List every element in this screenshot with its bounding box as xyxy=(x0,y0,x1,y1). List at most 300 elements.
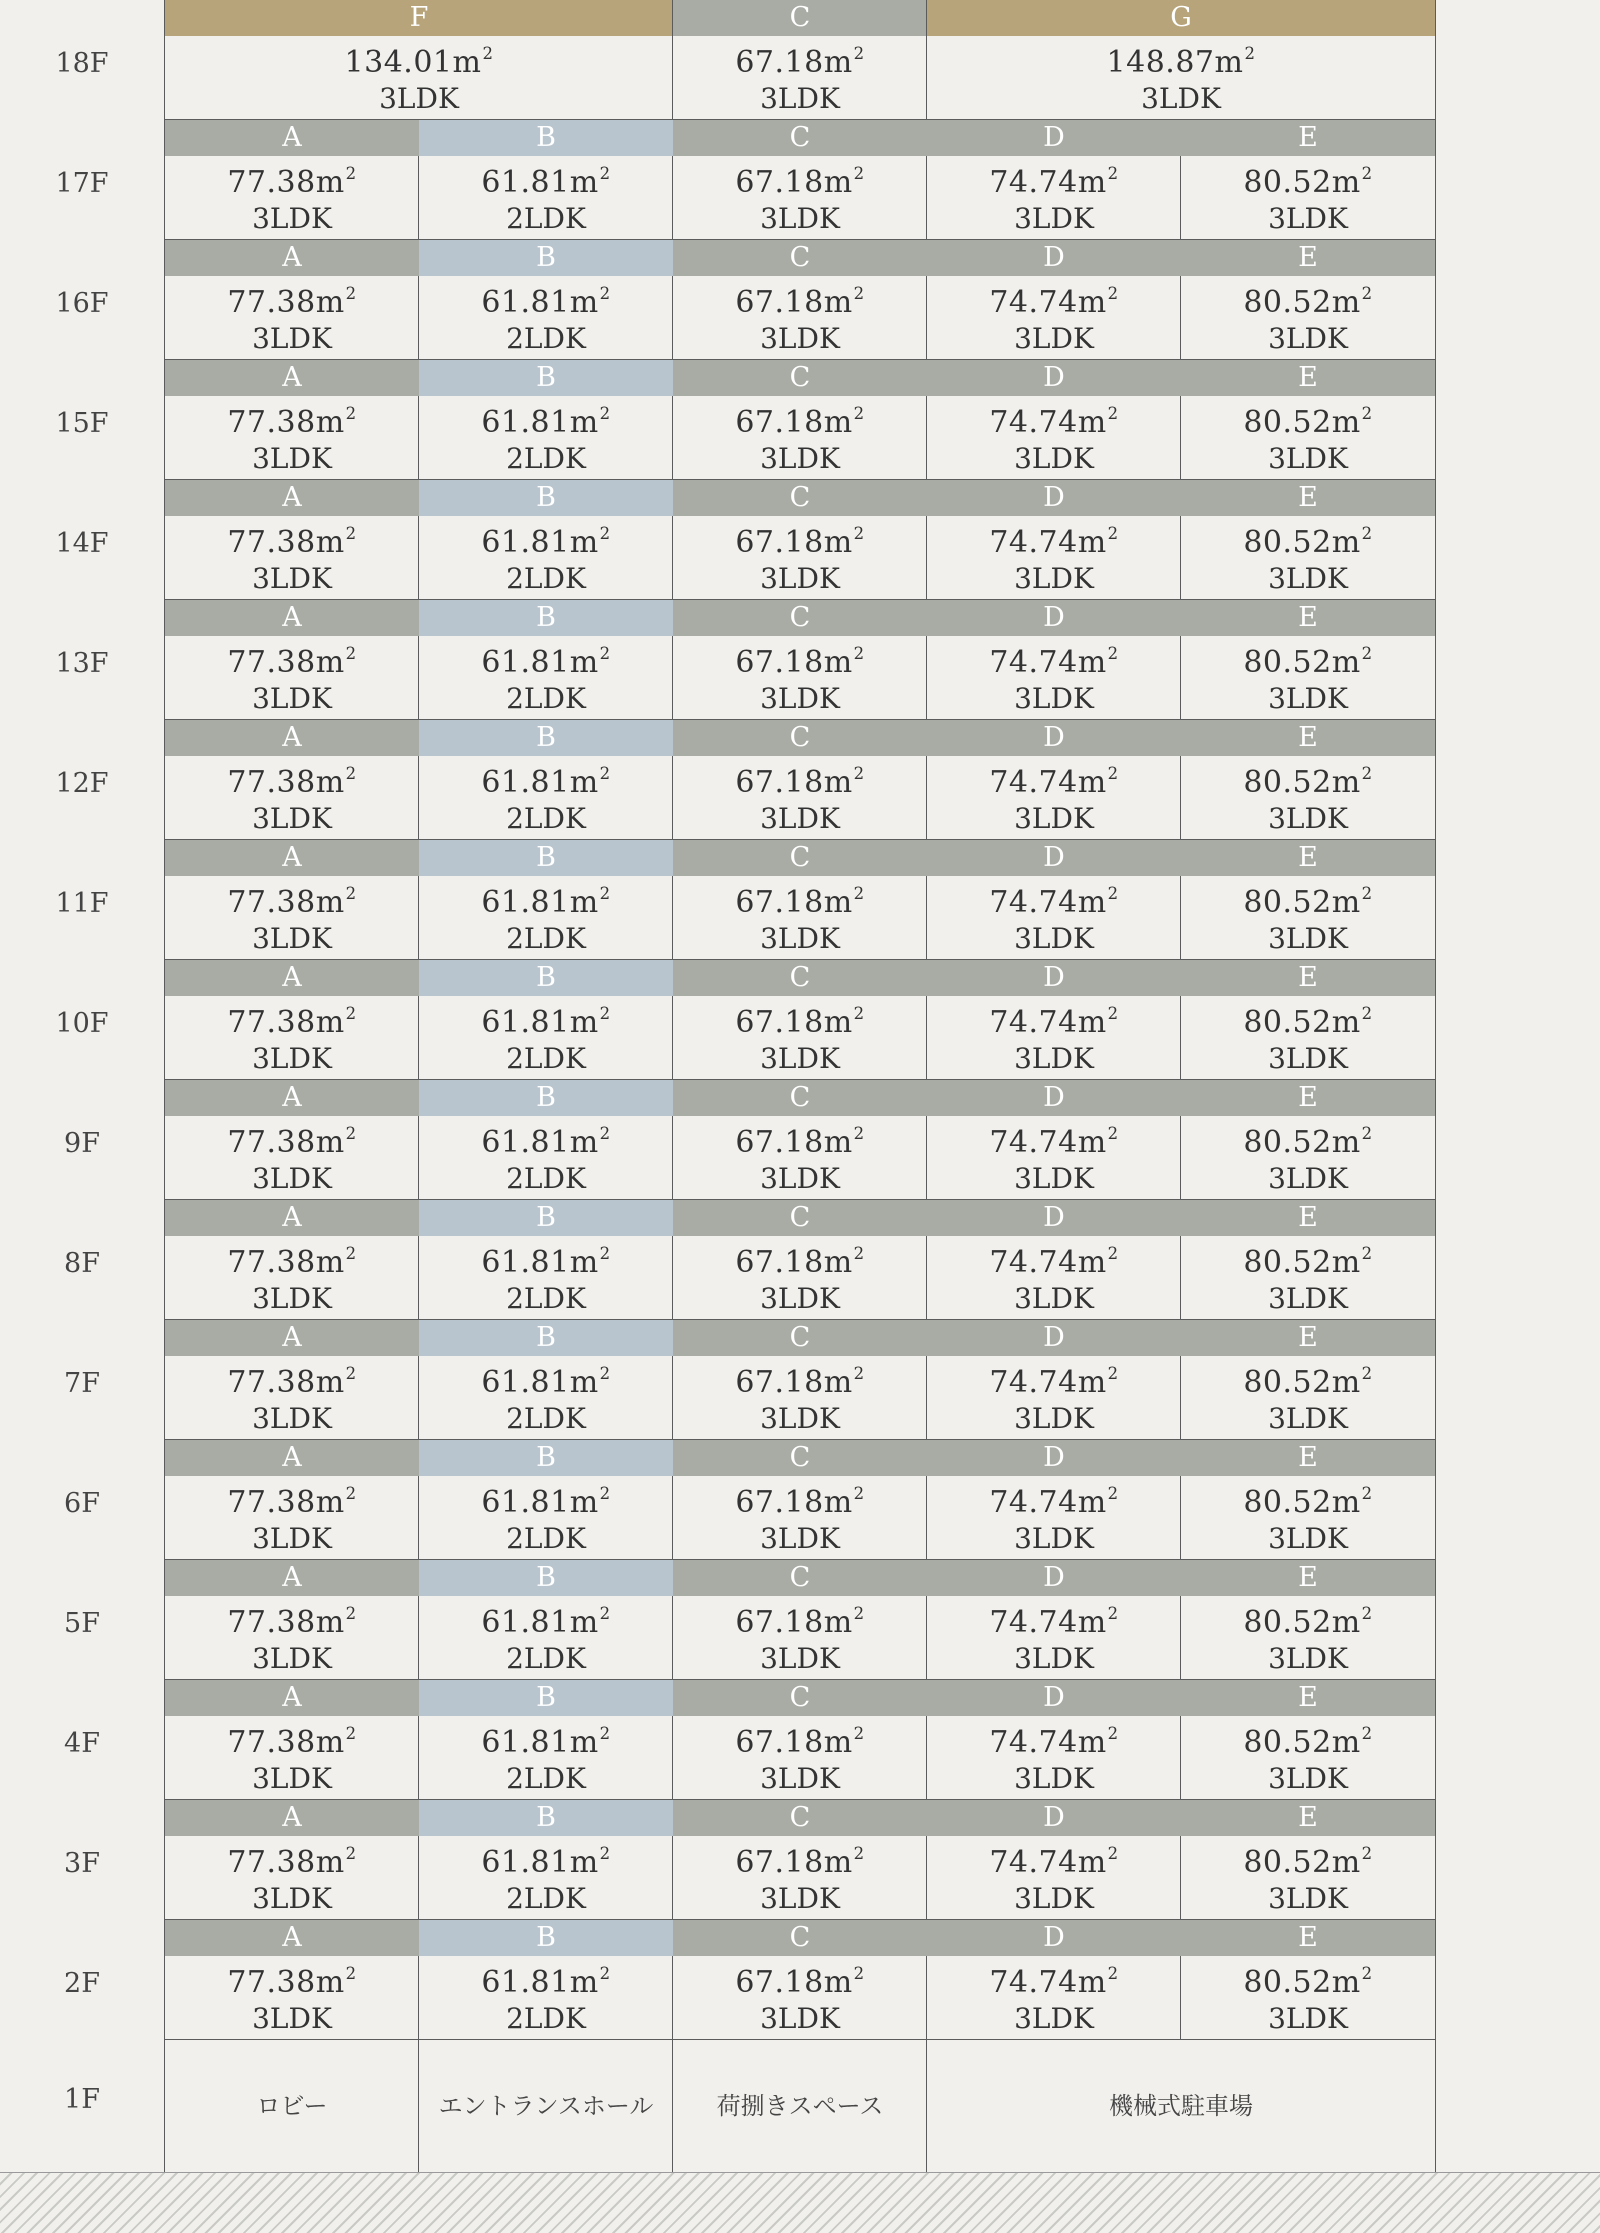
area-unit-superscript: 2 xyxy=(345,1364,357,1383)
column-divider xyxy=(1180,756,1181,840)
unit-cell-f12-c[interactable] xyxy=(673,1596,927,1680)
unit-cell-f15-e[interactable] xyxy=(1181,1956,1435,2040)
unit-area: $80.52m^2$ xyxy=(1243,1964,1373,2001)
ground-space: 荷捌きスペース xyxy=(716,2092,884,2120)
unit-header-b: B xyxy=(419,720,673,756)
unit-area: $67.18m^2$ xyxy=(735,1484,865,1521)
unit-type: 3LDK xyxy=(1268,562,1348,595)
unit-area: $67.18m^2$ xyxy=(735,1844,865,1881)
unit-type: 2LDK xyxy=(506,682,586,715)
unit-cell-f12-a[interactable] xyxy=(165,1596,419,1680)
area-unit-superscript: 2 xyxy=(599,1364,611,1383)
column-divider xyxy=(926,636,927,720)
unit-type: 2LDK xyxy=(506,1042,586,1075)
unit-cell-f14-e[interactable] xyxy=(1181,1836,1435,1920)
area-unit-superscript: 2 xyxy=(1361,404,1373,423)
unit-type: 2LDK xyxy=(506,1402,586,1435)
unit-cell-f0-d[interactable] xyxy=(927,156,1181,240)
unit-type: 3LDK xyxy=(760,922,840,955)
unit-type: 3LDK xyxy=(1014,682,1094,715)
unit-cell-f7-c[interactable] xyxy=(673,996,927,1080)
area-unit-superscript: 2 xyxy=(599,884,611,903)
unit-type: 3LDK xyxy=(760,1042,840,1075)
unit-header-c: C xyxy=(673,1320,927,1356)
area-unit-superscript: 2 xyxy=(1361,1124,1373,1143)
unit-area: $74.74m^2$ xyxy=(989,284,1119,321)
unit-header-a: A xyxy=(165,360,419,396)
column-divider xyxy=(926,0,927,120)
unit-area: $74.74m^2$ xyxy=(989,1724,1119,1761)
unit-cell-f9-a[interactable] xyxy=(165,1236,419,1320)
column-divider xyxy=(926,276,927,360)
area-unit-superscript: 2 xyxy=(599,1004,611,1023)
unit-header-e: E xyxy=(1181,720,1435,756)
unit-area: $77.38m^2$ xyxy=(227,1604,357,1641)
unit-cell-f10-c[interactable] xyxy=(673,1356,927,1440)
area-unit-superscript: 2 xyxy=(853,1004,865,1023)
area-unit-superscript: 2 xyxy=(1361,164,1373,183)
unit-cell-f15-a[interactable] xyxy=(165,1956,419,2040)
unit-header-b: B xyxy=(419,240,673,276)
area-unit-superscript: 2 xyxy=(1361,1004,1373,1023)
area-unit-superscript: 2 xyxy=(1361,884,1373,903)
unit-cell-f6-c[interactable] xyxy=(673,876,927,960)
unit-area: $67.18m^2$ xyxy=(735,1964,865,2001)
unit-cell-f15-b[interactable] xyxy=(419,1956,673,2040)
unit-area: $67.18m^2$ xyxy=(735,764,865,801)
unit-area: $74.74m^2$ xyxy=(989,164,1119,201)
unit-cell-f13-b[interactable] xyxy=(419,1716,673,1800)
unit-cell-f13-c[interactable] xyxy=(673,1716,927,1800)
unit-cell-f8-d[interactable] xyxy=(927,1116,1181,1200)
column-divider xyxy=(418,1356,419,1440)
unit-cell-f7-d[interactable] xyxy=(927,996,1181,1080)
floor-label-4f: 4F xyxy=(64,1728,100,1759)
unit-type: 3LDK xyxy=(1014,1642,1094,1675)
column-divider xyxy=(418,1836,419,1920)
unit-header-e: E xyxy=(1181,600,1435,636)
column-divider xyxy=(1180,1116,1181,1200)
unit-cell-f14-c[interactable] xyxy=(673,1836,927,1920)
unit-type: 3LDK xyxy=(379,82,459,115)
unit-type: 3LDK xyxy=(252,1402,332,1435)
unit-cell-f6-b[interactable] xyxy=(419,876,673,960)
area-unit-superscript: 2 xyxy=(1107,524,1119,543)
unit-cell-f3-d[interactable] xyxy=(927,516,1181,600)
unit-header-d: D xyxy=(927,840,1181,876)
unit-area: $67.18m^2$ xyxy=(735,404,865,441)
column-divider xyxy=(1180,1716,1181,1800)
area-unit-superscript: 2 xyxy=(1107,1364,1119,1383)
area-unit-superscript: 2 xyxy=(1244,44,1256,63)
unit-type: 3LDK xyxy=(1014,1882,1094,1915)
unit-type: 3LDK xyxy=(1014,562,1094,595)
unit-cell-f9-c[interactable] xyxy=(673,1236,927,1320)
unit-cell-f5-a[interactable] xyxy=(165,756,419,840)
unit-cell-f5-e[interactable] xyxy=(1181,756,1435,840)
unit-type: 3LDK xyxy=(252,442,332,475)
area-unit-superscript: 2 xyxy=(599,404,611,423)
column-divider xyxy=(1180,156,1181,240)
unit-cell-f3-c[interactable] xyxy=(673,516,927,600)
unit-cell-f4-d[interactable] xyxy=(927,636,1181,720)
unit-area: $67.18m^2$ xyxy=(735,1604,865,1641)
unit-header-e: E xyxy=(1181,1680,1435,1716)
unit-area: $67.18m^2$ xyxy=(735,524,865,561)
floor-label-2f: 2F xyxy=(64,1968,100,1999)
unit-cell-f0-e[interactable] xyxy=(1181,156,1435,240)
unit-cell-f8-a[interactable] xyxy=(165,1116,419,1200)
unit-area: $74.74m^2$ xyxy=(989,1364,1119,1401)
unit-cell-f10-b[interactable] xyxy=(419,1356,673,1440)
column-divider xyxy=(672,1596,673,1680)
unit-cell-f0-a[interactable] xyxy=(165,156,419,240)
column-divider xyxy=(926,1956,927,2040)
area-unit-superscript: 2 xyxy=(345,1484,357,1503)
column-divider xyxy=(926,1356,927,1440)
unit-header-d: D xyxy=(927,1800,1181,1836)
unit-cell-f13-d[interactable] xyxy=(927,1716,1181,1800)
unit-area: $77.38m^2$ xyxy=(227,1364,357,1401)
unit-cell-f9-e[interactable] xyxy=(1181,1236,1435,1320)
area-unit-superscript: 2 xyxy=(853,1364,865,1383)
unit-header-c: C xyxy=(673,0,927,36)
unit-area: $77.38m^2$ xyxy=(227,524,357,561)
area-unit-superscript: 2 xyxy=(1361,1724,1373,1743)
column-divider xyxy=(926,996,927,1080)
unit-header-a: A xyxy=(165,120,419,156)
area-unit-superscript: 2 xyxy=(482,44,494,63)
unit-cell-f6-e[interactable] xyxy=(1181,876,1435,960)
unit-area: $67.18m^2$ xyxy=(735,644,865,681)
unit-type: 3LDK xyxy=(252,1282,332,1315)
area-unit-superscript: 2 xyxy=(345,1724,357,1743)
floor-label-9f: 9F xyxy=(64,1128,100,1159)
area-unit-superscript: 2 xyxy=(1361,764,1373,783)
unit-area: $67.18m^2$ xyxy=(735,1244,865,1281)
column-divider xyxy=(418,636,419,720)
unit-header-b: B xyxy=(419,1080,673,1116)
unit-type: 3LDK xyxy=(252,922,332,955)
unit-cell-top-g[interactable] xyxy=(927,36,1435,120)
floor-label-6f: 6F xyxy=(64,1488,100,1519)
unit-area: $77.38m^2$ xyxy=(227,1244,357,1281)
area-unit-superscript: 2 xyxy=(345,1244,357,1263)
unit-area: $80.52m^2$ xyxy=(1243,1724,1373,1761)
unit-type: 3LDK xyxy=(252,1762,332,1795)
unit-area: $74.74m^2$ xyxy=(989,1244,1119,1281)
unit-cell-f4-b[interactable] xyxy=(419,636,673,720)
unit-area: $80.52m^2$ xyxy=(1243,1124,1373,1161)
unit-cell-f3-a[interactable] xyxy=(165,516,419,600)
unit-area: $80.52m^2$ xyxy=(1243,884,1373,921)
column-divider xyxy=(672,1356,673,1440)
unit-cell-f9-b[interactable] xyxy=(419,1236,673,1320)
unit-header-d: D xyxy=(927,360,1181,396)
unit-type: 3LDK xyxy=(1268,202,1348,235)
unit-header-e: E xyxy=(1181,480,1435,516)
unit-area: $61.81m^2$ xyxy=(481,1364,611,1401)
unit-type: 3LDK xyxy=(252,802,332,835)
unit-cell-f12-b[interactable] xyxy=(419,1596,673,1680)
area-unit-superscript: 2 xyxy=(345,644,357,663)
unit-type: 3LDK xyxy=(252,1042,332,1075)
unit-area: $80.52m^2$ xyxy=(1243,164,1373,201)
unit-cell-top-f[interactable] xyxy=(165,36,673,120)
area-unit-superscript: 2 xyxy=(345,1004,357,1023)
unit-header-c: C xyxy=(673,720,927,756)
unit-header-d: D xyxy=(927,1320,1181,1356)
unit-cell-f6-a[interactable] xyxy=(165,876,419,960)
unit-type: 3LDK xyxy=(1268,1882,1348,1915)
unit-cell-f1-a[interactable] xyxy=(165,276,419,360)
unit-cell-f14-b[interactable] xyxy=(419,1836,673,1920)
unit-type: 2LDK xyxy=(506,202,586,235)
unit-header-e: E xyxy=(1181,360,1435,396)
unit-area: $77.38m^2$ xyxy=(227,644,357,681)
unit-cell-f1-c[interactable] xyxy=(673,276,927,360)
ground-space: エントランスホール xyxy=(438,2092,654,2120)
unit-area: $74.74m^2$ xyxy=(989,884,1119,921)
unit-type: 3LDK xyxy=(760,1882,840,1915)
unit-cell-f2-c[interactable] xyxy=(673,396,927,480)
column-divider xyxy=(672,1236,673,1320)
unit-type: 3LDK xyxy=(252,1882,332,1915)
column-divider xyxy=(672,876,673,960)
unit-cell-f2-d[interactable] xyxy=(927,396,1181,480)
area-unit-superscript: 2 xyxy=(345,1124,357,1143)
area-unit-superscript: 2 xyxy=(1107,164,1119,183)
unit-header-b: B xyxy=(419,480,673,516)
column-divider xyxy=(1180,1356,1181,1440)
unit-cell-f0-b[interactable] xyxy=(419,156,673,240)
unit-area: $134.01m^2$ xyxy=(344,44,494,81)
unit-cell-f15-c[interactable] xyxy=(673,1956,927,2040)
unit-header-a: A xyxy=(165,480,419,516)
unit-header-c: C xyxy=(673,1440,927,1476)
unit-area: $80.52m^2$ xyxy=(1243,1244,1373,1281)
unit-cell-f0-c[interactable] xyxy=(673,156,927,240)
column-divider xyxy=(672,156,673,240)
unit-type: 3LDK xyxy=(1268,322,1348,355)
unit-area: $67.18m^2$ xyxy=(735,1364,865,1401)
unit-area: $77.38m^2$ xyxy=(227,764,357,801)
column-divider xyxy=(672,516,673,600)
ground-hatch xyxy=(0,2172,1600,2233)
unit-cell-f13-e[interactable] xyxy=(1181,1716,1435,1800)
unit-cell-top-c[interactable] xyxy=(673,36,927,120)
unit-header-c: C xyxy=(673,1560,927,1596)
unit-header-d: D xyxy=(927,1560,1181,1596)
unit-area: $80.52m^2$ xyxy=(1243,1844,1373,1881)
unit-cell-f13-a[interactable] xyxy=(165,1716,419,1800)
column-divider xyxy=(418,876,419,960)
unit-type: 3LDK xyxy=(760,202,840,235)
unit-area: $74.74m^2$ xyxy=(989,1964,1119,2001)
unit-cell-f10-e[interactable] xyxy=(1181,1356,1435,1440)
area-unit-superscript: 2 xyxy=(853,164,865,183)
unit-cell-f11-e[interactable] xyxy=(1181,1476,1435,1560)
area-unit-superscript: 2 xyxy=(599,1964,611,1983)
unit-cell-f7-a[interactable] xyxy=(165,996,419,1080)
unit-cell-f11-c[interactable] xyxy=(673,1476,927,1560)
unit-type: 3LDK xyxy=(252,562,332,595)
area-unit-superscript: 2 xyxy=(853,404,865,423)
area-unit-superscript: 2 xyxy=(853,524,865,543)
unit-header-c: C xyxy=(673,1920,927,1956)
column-divider xyxy=(672,996,673,1080)
unit-cell-f11-d[interactable] xyxy=(927,1476,1181,1560)
unit-cell-f11-a[interactable] xyxy=(165,1476,419,1560)
unit-header-c: C xyxy=(673,360,927,396)
unit-cell-f2-b[interactable] xyxy=(419,396,673,480)
unit-area: $74.74m^2$ xyxy=(989,524,1119,561)
unit-cell-f8-e[interactable] xyxy=(1181,1116,1435,1200)
unit-cell-f10-d[interactable] xyxy=(927,1356,1181,1440)
unit-cell-f4-c[interactable] xyxy=(673,636,927,720)
column-divider xyxy=(1180,1596,1181,1680)
unit-header-d: D xyxy=(927,1680,1181,1716)
unit-cell-f11-b[interactable] xyxy=(419,1476,673,1560)
unit-area: $74.74m^2$ xyxy=(989,404,1119,441)
unit-cell-f5-c[interactable] xyxy=(673,756,927,840)
floor-label-7f: 7F xyxy=(64,1368,100,1399)
unit-header-a: A xyxy=(165,960,419,996)
unit-cell-f1-d[interactable] xyxy=(927,276,1181,360)
unit-header-d: D xyxy=(927,1200,1181,1236)
unit-type: 3LDK xyxy=(252,2002,332,2035)
unit-area: $67.18m^2$ xyxy=(735,1124,865,1161)
unit-header-d: D xyxy=(927,960,1181,996)
unit-header-a: A xyxy=(165,600,419,636)
area-unit-superscript: 2 xyxy=(853,1484,865,1503)
area-unit-superscript: 2 xyxy=(345,284,357,303)
column-divider xyxy=(1180,1236,1181,1320)
area-unit-superscript: 2 xyxy=(1107,284,1119,303)
unit-cell-f12-e[interactable] xyxy=(1181,1596,1435,1680)
unit-cell-f9-d[interactable] xyxy=(927,1236,1181,1320)
unit-header-a: A xyxy=(165,240,419,276)
unit-header-c: C xyxy=(673,1200,927,1236)
unit-header-e: E xyxy=(1181,1560,1435,1596)
column-divider xyxy=(418,156,419,240)
area-unit-superscript: 2 xyxy=(853,1724,865,1743)
area-unit-superscript: 2 xyxy=(1361,524,1373,543)
unit-area: $74.74m^2$ xyxy=(989,1004,1119,1041)
unit-header-e: E xyxy=(1181,1080,1435,1116)
area-unit-superscript: 2 xyxy=(599,164,611,183)
unit-type: 2LDK xyxy=(506,2002,586,2035)
unit-cell-f7-e[interactable] xyxy=(1181,996,1435,1080)
unit-cell-f5-b[interactable] xyxy=(419,756,673,840)
area-unit-superscript: 2 xyxy=(853,764,865,783)
column-divider xyxy=(926,396,927,480)
column-divider xyxy=(418,1716,419,1800)
unit-type: 3LDK xyxy=(760,1402,840,1435)
unit-header-c: C xyxy=(673,840,927,876)
column-divider xyxy=(926,1476,927,1560)
unit-area: $61.81m^2$ xyxy=(481,1484,611,1521)
area-unit-superscript: 2 xyxy=(1107,764,1119,783)
unit-cell-f14-a[interactable] xyxy=(165,1836,419,1920)
unit-type: 3LDK xyxy=(1014,1042,1094,1075)
area-unit-superscript: 2 xyxy=(853,644,865,663)
unit-cell-f8-c[interactable] xyxy=(673,1116,927,1200)
unit-type: 3LDK xyxy=(252,682,332,715)
area-unit-superscript: 2 xyxy=(599,1844,611,1863)
unit-header-e: E xyxy=(1181,120,1435,156)
column-divider xyxy=(672,1476,673,1560)
unit-cell-f1-b[interactable] xyxy=(419,276,673,360)
unit-area: $61.81m^2$ xyxy=(481,1004,611,1041)
unit-header-e: E xyxy=(1181,840,1435,876)
unit-cell-f10-a[interactable] xyxy=(165,1356,419,1440)
area-unit-superscript: 2 xyxy=(345,1964,357,1983)
area-unit-superscript: 2 xyxy=(1361,644,1373,663)
column-divider xyxy=(418,2040,419,2172)
floor-label-12f: 12F xyxy=(55,768,109,799)
unit-type: 3LDK xyxy=(760,802,840,835)
unit-cell-f6-d[interactable] xyxy=(927,876,1181,960)
unit-cell-f2-a[interactable] xyxy=(165,396,419,480)
unit-area: $67.18m^2$ xyxy=(735,284,865,321)
column-divider xyxy=(418,1596,419,1680)
column-divider xyxy=(1180,1836,1181,1920)
unit-cell-f2-e[interactable] xyxy=(1181,396,1435,480)
unit-area: $67.18m^2$ xyxy=(735,44,865,81)
area-unit-superscript: 2 xyxy=(345,884,357,903)
unit-header-a: A xyxy=(165,1200,419,1236)
floor-label-14f: 14F xyxy=(55,528,109,559)
unit-header-a: A xyxy=(165,1680,419,1716)
unit-type: 2LDK xyxy=(506,1522,586,1555)
column-divider xyxy=(926,1596,927,1680)
unit-header-a: A xyxy=(165,720,419,756)
unit-area: $67.18m^2$ xyxy=(735,164,865,201)
unit-header-b: B xyxy=(419,1200,673,1236)
unit-header-e: E xyxy=(1181,1920,1435,1956)
unit-header-b: B xyxy=(419,120,673,156)
unit-type: 3LDK xyxy=(1268,1282,1348,1315)
unit-cell-f1-e[interactable] xyxy=(1181,276,1435,360)
unit-cell-f5-d[interactable] xyxy=(927,756,1181,840)
unit-cell-f12-d[interactable] xyxy=(927,1596,1181,1680)
unit-cell-f4-a[interactable] xyxy=(165,636,419,720)
unit-header-d: D xyxy=(927,1080,1181,1116)
unit-area: $148.87m^2$ xyxy=(1106,44,1256,81)
unit-cell-f14-d[interactable] xyxy=(927,1836,1181,1920)
area-unit-superscript: 2 xyxy=(853,1244,865,1263)
unit-type: 3LDK xyxy=(760,442,840,475)
unit-area: $61.81m^2$ xyxy=(481,404,611,441)
unit-area: $77.38m^2$ xyxy=(227,1964,357,2001)
unit-header-c: C xyxy=(673,480,927,516)
unit-area: $77.38m^2$ xyxy=(227,1844,357,1881)
unit-cell-f8-b[interactable] xyxy=(419,1116,673,1200)
unit-cell-f7-b[interactable] xyxy=(419,996,673,1080)
unit-type: 3LDK xyxy=(760,322,840,355)
unit-cell-f3-b[interactable] xyxy=(419,516,673,600)
unit-cell-f15-d[interactable] xyxy=(927,1956,1181,2040)
unit-cell-f3-e[interactable] xyxy=(1181,516,1435,600)
column-divider xyxy=(672,276,673,360)
column-divider xyxy=(926,1116,927,1200)
unit-cell-f4-e[interactable] xyxy=(1181,636,1435,720)
unit-type: 3LDK xyxy=(1268,682,1348,715)
unit-area: $80.52m^2$ xyxy=(1243,1484,1373,1521)
unit-type: 3LDK xyxy=(1268,1642,1348,1675)
unit-header-a: A xyxy=(165,1080,419,1116)
